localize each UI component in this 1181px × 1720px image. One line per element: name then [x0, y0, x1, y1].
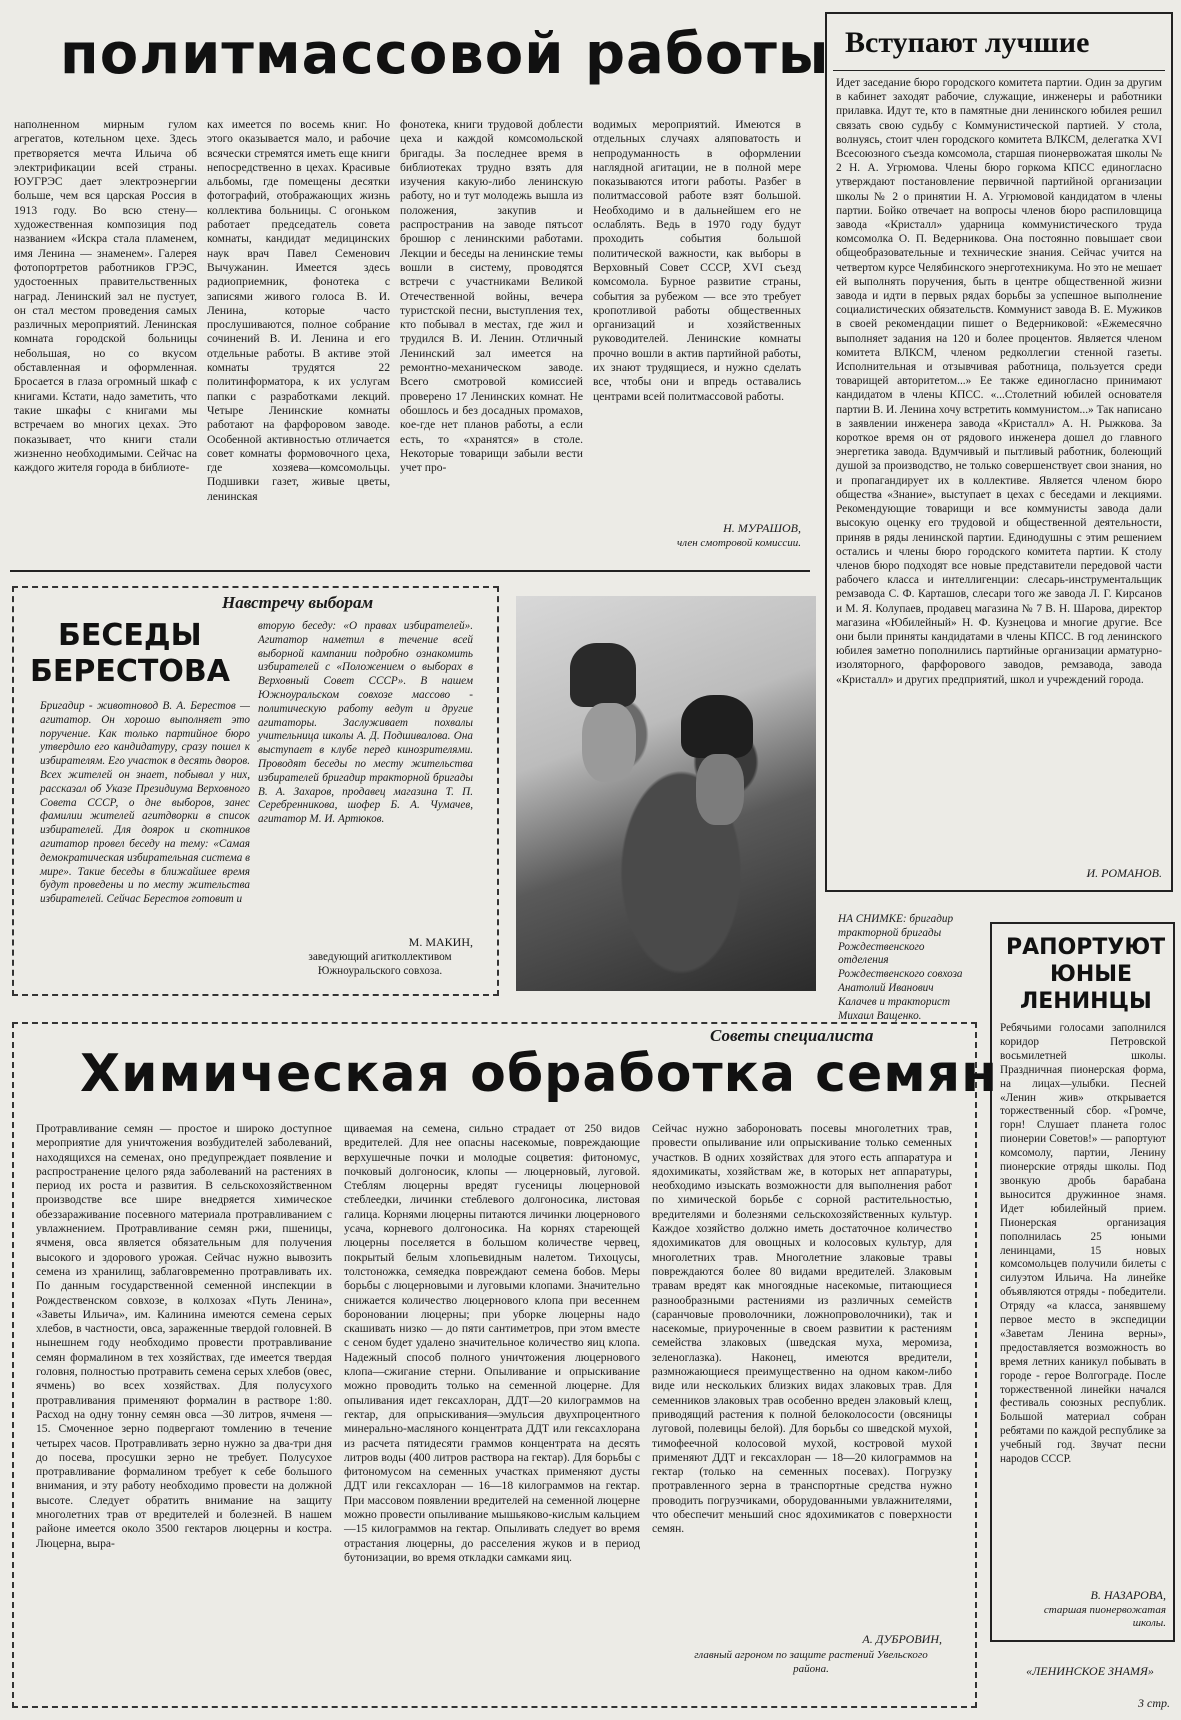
chem-author-title: главный агроном по защите растений Увельского района. — [694, 1649, 928, 1675]
raportuyut-headline-line2: ЮНЫЕ — [1050, 962, 1133, 987]
chem-headline: Химическая обработка семян — [80, 1044, 999, 1104]
vstupayut-author: И. РОМАНОВ. — [1086, 866, 1162, 880]
top-article-author: Н. МУРАШОВ, — [723, 521, 801, 535]
tractor-brigade-photo — [516, 596, 816, 991]
chem-col1: Протравливание семян — простое и широко доступное мероприятие для уничтожения возбудителей заболеваний, находящихся на семенах, оно предупреждает появление и распространение целого ряда заболеваний на растениях в период их роста и развития. В сельскохозяйственном производстве все шире внедряется химическое обеззараживание посевного материала протравливанием с увлажнением. Протравливание семян ржи, пшеницы, ячменя, овса является обязательным для получения высокого и здорового урожая. Сейчас нужно вывозить семена из хранилищ, заблаговременно протравливать их. По данным государственной семенной инспекции в Рождественском совхозе, в колхозах «Путь Ленина», «Заветы Ильича», им. Калинина имеются семена серых хлебов, в частности, овса, зараженные твердой головней. В нынешнем году необходимо провести протравливание семян формалином в тех хозяйствах, где имеется твердая головня, полностью протравить семена серых хлебов (овес, ячмень) во всех хозяйствах. Для полусухого протравливания применяют формалин в растворе 1:80. Расход на одну тонну семян овса —30 литров, ячменя — 15. Смоченное зерно подвергают томлению в течение четырех часов. Протравливать зерно нужно за два-три дня до посева, просушки зерно не требует. Полусухое протравливание формалином требует к себе большого внимания, и эту работу необходимо провести на должной высоте. Следует обратить внимание на защиту многолетних трав от вредителей и болезней. В нашем районе имеется около 3500 гектаров люцерны и костра. Люцерна, выра- — [36, 1122, 332, 1550]
top-article-col2: ках имеется по восемь книг. Но этого оказывается мало, и рабочие всячески стремятся иметь еще книги непосредственно в цехах. Красивые альбомы, где помещены десятки фотографий, отображающих жизнь коллектива больницы. С огоньком работает председатель совета комнаты, кандидат медицинских наук врач Павел Семенович Вычужанин. Имеется здесь радиоприемник, фонотека с записями живого голоса В. И. Ленина, которые часто прослушиваются, полное собрание сочинений В. И. Ленина и его отдельные работы. В активе этой комнаты трудятся 22 политинформатора, к их услугам папки с разработками лекций. Четыре Ленинские комнаты работают на фарфоровом заводе. Особенной активностью отличается совет комнаты формовочного цеха, где хозяева—комсомольцы. Подшивки газет, живые цветы, ленинская — [207, 118, 390, 503]
vstupayut-head-rule — [833, 70, 1165, 71]
besedy-col2: вторую беседу: «О правах избирателей». Агитатор наметил в течение всей выборной кампании подробно ознакомить избирателей с «Положением о выборах в Верховный Совет СССР». В нашем Южноуральском совхозе массово - политическую работу ведут и другие агитаторы. Заслуживает похвалы учительница школы А. Д. Подшивалова. Она выступает в клубе перед кинозрителями. Проводят беседы по месту жительства избирателей бригадир тракторной бригады В. А. Захаров, продавец магазина Т. П. Серебренникова, шофер Б. А. Чумачев, агитатор М. И. Артюков. — [258, 620, 473, 826]
raportuyut-author: В. НАЗАРОВА, — [1090, 1588, 1166, 1602]
top-article-author-title: член смотровой комиссии. — [677, 537, 801, 549]
top-article-col3: фонотека, книги трудовой доблести цеха и каждой комсомольской бригады. За последнее время в библиотеках трудно взять для изучения какую-либо ленинскую работу, но и тут молодежь вышла из положения, закупив и распространив на заводе пятьсот брошюр с ленинскими работами. Лекции и беседы на ленинские темы вошли в систему, проводятся встречи с участниками Великой Отечественной войны, вечера туристской песни, выступления тех, кто побывал в местах, где жил и трудился В. И. Ленин. Отличный Ленинский зал имеется на ремонтно-механическом заводе. Всего смотровой комиссией проверено 17 Ленинских комнат. Не обошлось и без досадных промахов, кое-где нет планов работы, а если есть, то «хранятся» в столе. Некоторые товарищи забыли вести учет про- — [400, 118, 583, 475]
besedy-headline-line2: БЕРЕСТОВА — [30, 654, 230, 689]
besedy-kicker: Навстречу выборам — [222, 593, 374, 612]
chem-col2: щиваемая на семена, сильно страдает от 250 видов вредителей. Для нее опасны насекомые, повреждающие верхушечные почки и молодые соцветия: фитономус, почковый долгоносик, клопы — люцерновый, луговой. Стеблям люцерны вредят гусеницы люцерновой стеблеедки, личинки стеблевого долгоносика, листовая галица. Корнями люцерны питаются личинки люцернового усача, корневого долгоносика. На корнях стареющей люцерны поселяется в большом количестве червец, покрытый белым хлопьевидным налетом. Тихоцусы, толстоножка, семяедка повреждают семена бобов. Меры борьбы с люцерновыми и луговыми клопами. Значительно снижается количество люцернового клопа при весеннем бороновании люцерны; при уборке люцерны надо скашивать низко — до пяти сантиметров, при этом вместе с сеном будет удалено значительное количество яиц клопа. Надежный способ полного уничтожения люцернового клопа—сжигание стерни. Опыливание и опрыскивание можно проводить только на семенной люцерне. Для опыливания идет гексахлоран, ДДТ—20 килограммов на гектар, для опрыскивания—эмульсия двухпроцентного минерально-масляного концентрата ДДТ или гексахлорана из расчета пятидесяти граммов концентрата на десять литров воды (400 литров раствора на гектар). Для борьбы с фитономусом на семенных участках применяют дусты ДДТ или гексахлоран — 16—18 килограммов на гектар. При массовом появлении вредителей на семенной люцерне можно провести опыливание мышьяково-кислым кальцием —15 килограммов на гектар. Опыливать следует во время отрастания люцерны, до расселения жуков и в период бутонизации, во время откладки самками яиц. — [344, 1122, 640, 1564]
top-article-bottom-rule — [10, 570, 810, 572]
besedy-author-title: заведующий агитколлективом Южноуральского совхоза. — [308, 951, 452, 977]
vstupayut-text: Идет заседание бюро городского комитета партии. Один за другим в кабинет заходят рабочие, служащие, инженеры и работники прилавка. Идут те, кто в памятные дни ленинского юбилея решил связать свою судьбу с Коммунистической партией. У стола, волнуясь, стоит член городского комитета ВЛКСМ, делегатка XVI Всесоюзного съезда комсомола, старшая пионервожатая школы № 2 Н. А. Угрюмова. Члены бюро горкома КПСС единогласно утверждают постановление первичной партийной организации школы № 2 о принятии Н. А. Угрюмовой кандидатом в члены партии. Бойко отвечает на вопросы членов бюро распиловщица завода «Кристалл» ударница коммунистического труда комсомолка О. П. Ведерникова. Она постоянно повышает свои общеобразовательные и технические знания. Сейчас учится на четвертом курсе Челябинского энерготехникума. Но это не мешает ей выполнять поручения, быть в центре общественной жизни завода и идти в первых рядах борьбы за успешное выполнение социалистических обязательств. Коммунист завода В. Е. Мужиков в своей рекомендации пишет о Ведерниковой: «Ежемесячно выполняет задания на 120 и более процентов. Является членом комитета ВЛКСМ, членом редколлегии стенной газеты. Исполнительная и отзывчивая работница, пользуется среди товарищей авторитетом...» Ее также единогласно принимают кандидатом в члены КПСС. «...Столетний юбилей основателя партии В. И. Ленина хочу встретить коммунистом...» Так написано в заявлении инженера завода «Кристалл» А. Н. Рыжкова. За короткое время он от рядового инженера дошел до главного энергетика завода. Вдумчивый и пытливый работник, болеющий душой за производство, не только совершенствует свои знания, но и пропагандирует их в коллективе. Является членом бюро общества «Знание», выступает в цехах с беседами и лекциями. Рекомендующие товарищи и все коммунисты завода дали высокую оценку его трудовой и общественной деятельности, приняв в ряды ленинской партии. Единодушны с этим решением остались и члены бюро городского комитета партии. К столу членов бюро подходят все новые представители передовой части рабочего класса и интеллигенции: слесарь-инструментальщик ремзавода С. Ф. Карташов, слесари того же завода Л. Г. Кирсанов и М. Я. Колупаев, продавец магазина № 7 В. Н. Шарова, директор магазина «Юбилейный» Н. Ф. Кузнецова и многие другие. Все они были приняты кандидатами в члены КПСС. В год ленинского юбилея заметно пополнились партийные организации арматурно-изоляторного, фарфорового заводов, ремзавода, завода «Кристалл» и других предприятий, школ и учреждений города. — [836, 77, 1162, 686]
chem-author: А. ДУБРОВИН, — [862, 1632, 942, 1646]
raportuyut-author-title: старшая пионервожатая школы. — [1043, 1604, 1166, 1629]
raportuyut-headline-line1: РАПОРТУЮТ — [1006, 935, 1166, 960]
top-article-col4: водимых мероприятий. Имеются в отдельных случаях аляповатость и непродуманность в оформлении наглядной агитации, не в полной мере показываются итоги работы. Разбег в политмассовой работе взят большой. Необходимо и в дальнейшем его не ослаблять. Ведь в 1970 году будут проходить события большой политической важности, как выборы в Верховный Совет СССР, XVI съезд комсомола. Бурное развитие страны, события за рубежом — все это требует кропотливой работы общественных организаций и хозяйственных руководителей. Ленинские комнаты прочно вошли в актив партийной работы, их знают трудящиеся, и нужно сделать все, чтобы они и впредь оставались центрами всей политмассовой работы. — [593, 118, 801, 403]
raportuyut-headline-line3: ЛЕНИНЦЫ — [1020, 989, 1152, 1014]
photo-caption: НА СНИМКЕ: бригадир тракторной бригады Рождественского отделения Рождественского совхоза Анатолий Иванович Калачев и тракторист Михаил Ващенко. — [838, 913, 963, 1022]
chem-kicker: Советы специалиста — [710, 1026, 874, 1045]
masthead-page: 3 стр. — [1138, 1696, 1170, 1710]
top-article-col1: наполненном мирным гулом агрегатов, котельном цехе. Здесь претворяется мечта Ильича об электрификации всей страны. ЮУГРЭС дает электроэнергии больше, чем вся царская Россия в 1913 году. Во всю стену—художественная композиция под названием «Искра стала пламенем, имя Ленина — знаменем». Галерея фотопортретов работников ГРЭС, удостоенных правительственных наград. Ленинский зал не пустует, он стал местом проведения самых различных мероприятий. Ленинская комната городской больницы небольшая, но со вкусом обставленная и оформленная. Бросается в глаза огромный шкаф с книгами. Кстати, надо заметить, что такие шкафы с книгами мы встречаем во многих цехах. Это показывает, что книги стали жизненно необходимыми. Сейчас на каждого жителя города в библиоте- — [14, 118, 197, 475]
vstupayut-headline: Вступают лучшие — [845, 26, 1090, 59]
raportuyut-text: Ребячьими голосами заполнился коридор Петровской восьмилетней школы. Праздничная пионерская форма, на лицах—улыбки. Песней «Ленин жив» открывается торжественный сбор. «Громче, горн! Слушает планета голос пионерии Советов!» — рапортуют комсомолу, партии, Ленину пионерские отряды школы. Под звонкую дробь барабана выносится дружинное знамя. Идет юбилейный прием. Пионерская организация пополнилась 25 юными ленинцами, 15 новых комсомольцев получили билеты с силуэтом Ильича. На линейке объявляются отряды - победители. Отряду «а класса, занявшему первое место в экспедиции «Заветам Ленина верны», предоставляется возможность во время летних каникул побывать в городе - герое Волгограде. После торжественной линейки начался фестиваль союзных республик. Большой материал собран ребятами по каждой республике за учебный год. Звучат песни народов СССР. — [1000, 1022, 1166, 1466]
top-article-headline: политмассовой работы — [60, 22, 830, 87]
besedy-headline-line1: БЕСЕДЫ — [58, 618, 202, 653]
chem-col3: Сейчас нужно забороновать посевы многолетних трав, провести опыливание или опрыскивание только семенных участков. В одних хозяйствах для этого есть аппаратура и ядохимикаты, хозяйствам же, в которых нет аппаратуры, необходимо изыскать возможности для выполнения работ по химической борьбе с сорной растительностью, вредителями и болезнями сельскохозяйственных культур. Каждое хозяйство должно иметь достаточное количество ядохимикатов для овощных и колосовых культур, для многолетних трав. Многолетние злаковые травы повреждаются более 80 видами вредителей. Злаковым травам вредят как многоядные насекомые, питающиеся разнообразными растениями из различных семейств (саранчовые проволочники, ложнопроволочники), так и насекомые, приуроченные в своем развитии к растениям семейства злаковых (шведская муха, меромиза, зеленоглазка). Наконец, имеются вредители, размножающиеся преимущественно на одном каком-либо виде или нескольких близких видах злаковых трав. Для семенников злаковых трав особенно вреден злаковый клещ, приводящий растения к полной белоколосости (овсяницы луговой, полевицы белой). Для борьбы со шведской мухой, тимофеечной колосовой мухой, костровой мухой применяют ДДТ и гексахлоран — 18—20 килограммов на гектар (только на семенных посевах). Погрузку протравленного зерна в транспортные средства нужно проводить погрузчиками, оборудованными увлажнителями, что обеспечит меньший снос ядохимикатов с поверхности семян. — [652, 1122, 952, 1536]
masthead-paper: «ЛЕНИНСКОЕ ЗНАМЯ» — [1026, 1664, 1154, 1678]
besedy-author: М. МАКИН, — [408, 935, 473, 949]
besedy-col1: Бригадир - животновод В. А. Берестов — агитатор. Он хорошо выполняет это поручение. Как только партийное бюро утвердило его кандидатуру, сразу пошел к избирателям. Его участок в десять дворов. Всех жителей он знает, побывал у них, рассказал об Указе Президиума Верховного Совета СССР, о дне выборов, занес фамилии жителей агитдворки в список избирателей. Для доярок и скотников агитатор провел беседу на тему: «Самая демократическая избирательная система в мире». Такие беседы в ближайшее время будут проведены и по месту жительства избирателей. Сейчас Берестов готовит и — [40, 700, 250, 906]
